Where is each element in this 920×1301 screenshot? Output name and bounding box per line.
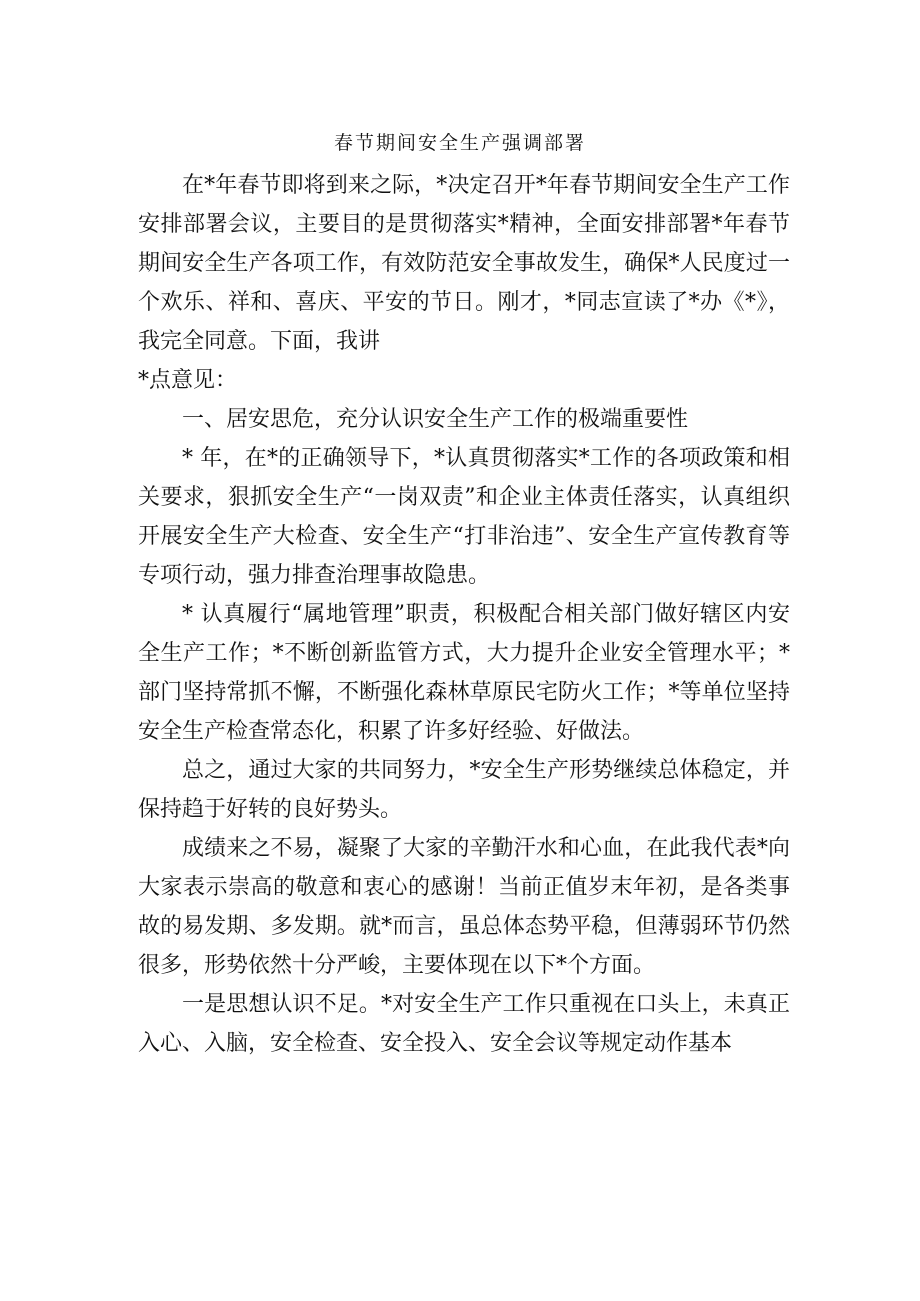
paragraph-intro: 在*年春节即将到来之际，*决定召开*年春节期间安全生产工作安排部署会议，主要目的是贯彻落实*精神，全面安排部署*年春节期间安全生产各项工作，有效防范安全事故发生，确保*人民度过一个欢乐、祥和、喜庆、平安的节日。刚才，*同志宣读了*办《*》，我完全同意。下面，我讲 [138,173,790,354]
paragraph-points-lead: *点意见： [138,368,238,393]
document-title: 春节期间安全生产强调部署 [333,132,586,154]
paragraph-achievements: * 年，在*的正确领导下，*认真贯彻落实*工作的各项政策和相关要求，狠抓安全生产“一岗双责”和企业主体责任落实，认真组织开展安全生产大检查、安全生产“打非治违”、安全生产宣传教育等专项行动，强力排查治理事故隐患。 [138,446,790,588]
paragraph-thanks: 成绩来之不易，凝聚了大家的辛勤汗水和心血，在此我代表*向大家表示崇高的敬意和衷心的感谢！当前正值岁末年初，是各类事故的易发期、多发期。就*而言，虽总体态势平稳，但薄弱环节仍然很多，形势依然十分严峻，主要体现在以下*个方面。 [138,836,790,978]
paragraph-duties: * 认真履行“属地管理”职责，积极配合相关部门做好辖区内安全生产工作；*不断创新监管方式，大力提升企业安全管理水平；*部门坚持常抓不懈，不断强化森林草原民宅防火工作；*等单位坚持安全生产检查常态化，积累了许多好经验、好做法。 [138,602,790,744]
paragraph-summary: 总之，通过大家的共同努力，*安全生产形势继续总体稳定，并保持趋于好转的良好势头。 [138,758,790,822]
section-heading-1: 一、居安思危，充分认识安全生产工作的极端重要性 [182,407,689,432]
document-body [138,166,790,1063]
paragraph-issue-1: 一是思想认识不足。*对安全生产工作只重视在口头上，未真正入心、入脑，安全检查、安全投入、安全会议等规定动作基本 [138,992,790,1056]
